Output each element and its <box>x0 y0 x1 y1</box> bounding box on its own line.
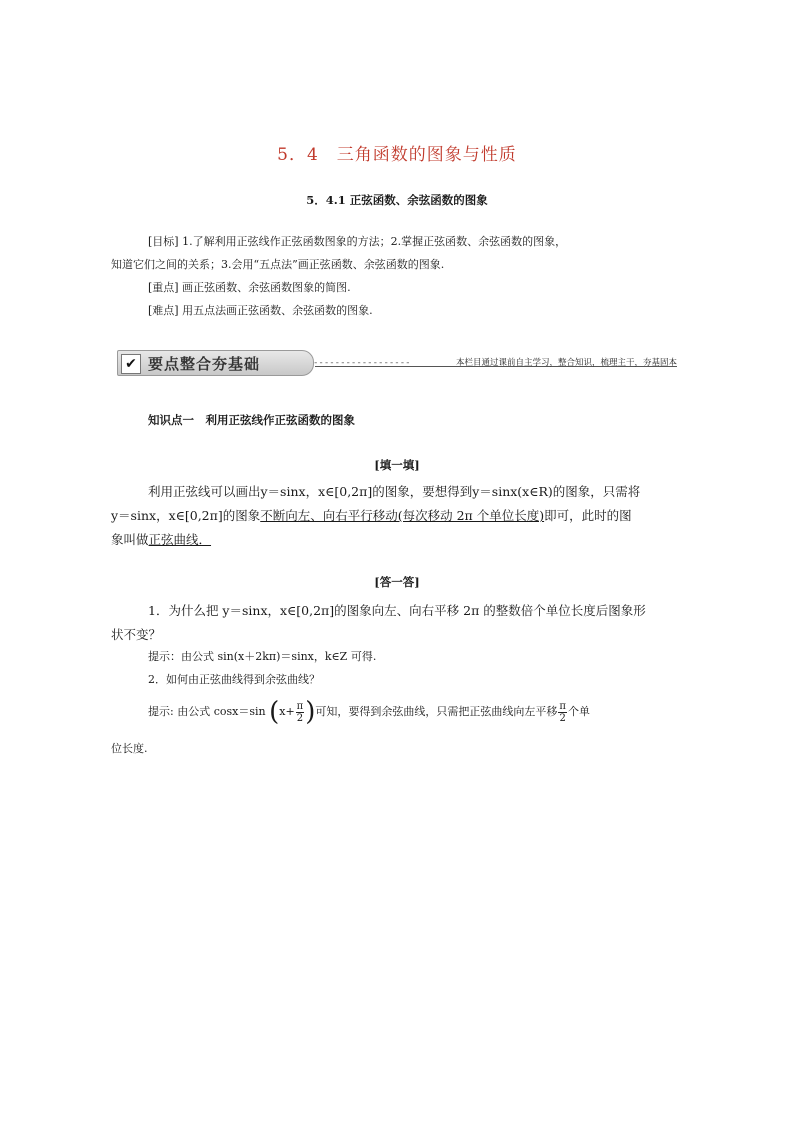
fraction-pi-over-2-b: $\frac{\pi}{2}$ <box>559 700 566 724</box>
formula-inner: x+ <box>279 705 295 718</box>
banner-dashes: ------------------ <box>313 358 411 368</box>
fill-answer-1: 不断向左、向右平行移动(每次移动 2π 个单位长度) <box>260 508 545 523</box>
left-paren: ( <box>269 697 280 727</box>
fill-answer-2: 正弦曲线． <box>148 532 212 547</box>
hint-text-1: 由公式 sin(x＋2kπ)＝sinx，k∈Z 可得. <box>181 650 377 663</box>
banner-title: 要点整合夯基础 <box>148 355 261 373</box>
goal-text-1: 1.了解利用正弦线作正弦函数图象的方法；2.掌握正弦函数、余弦函数的图象， <box>178 235 567 248</box>
fill-para-line-2 <box>111 506 632 524</box>
goal-line-1 <box>148 230 566 253</box>
qa-label: [答一答] <box>374 575 420 589</box>
section-banner <box>117 350 677 376</box>
question-1-line-2: 状不变？ <box>111 627 162 642</box>
fill-para-line-3 <box>111 530 211 548</box>
hint-text-mid: 可知，要得到余弦曲线，只需把正弦曲线向左平移 <box>315 705 558 718</box>
answer-2-line-2: 位长度. <box>111 742 148 755</box>
hint-label-2: 提示: <box>148 705 174 718</box>
check-icon: ✔ <box>121 354 141 374</box>
hard-label: [难点] <box>148 304 179 317</box>
key-label: [重点] <box>148 281 179 294</box>
right-paren: ) <box>305 697 316 727</box>
fill-in-label: [填一填] <box>374 458 420 472</box>
hint-label-1: 提示： <box>148 650 181 663</box>
fill-para-2b: 即可，此时的图 <box>544 508 632 523</box>
knowledge-point-heading: 知识点一 利用正弦线作正弦函数的图象 <box>148 413 355 427</box>
answer-2-line-1 <box>148 696 590 728</box>
fraction-pi-over-2: $\frac{\pi}{2}$ <box>296 700 304 724</box>
page-title: 5．4 三角函数的图象与性质 <box>277 145 517 165</box>
hint-text-post: 个单 <box>567 705 590 718</box>
hint-formula-pre: 由公式 cosx＝sin <box>173 705 266 718</box>
question-1-line-1: 1．为什么把 y＝sinx，x∈[0,2π]的图象向左、向右平移 2π 的整数倍个单位长度后图象形 <box>148 603 646 618</box>
answer-1 <box>148 645 376 668</box>
goal-line-2: 知道它们之间的关系；3.会用“五点法”画正弦函数、余弦函数的图象. <box>111 258 445 271</box>
fill-para-line-1: 利用正弦线可以画出y＝sinx，x∈[0,2π]的图象，要想得到y＝sinx(x∈R)的图象，只需将 <box>148 484 641 499</box>
fill-para-2a: y＝sinx，x∈[0,2π]的图象 <box>111 508 261 523</box>
question-2: 2．如何由正弦曲线得到余弦曲线？ <box>148 673 320 686</box>
hard-text: 用五点法画正弦函数、余弦函数的图象. <box>178 304 373 317</box>
goal-label: [目标] <box>148 235 179 248</box>
fill-para-3a: 象叫做 <box>111 532 149 547</box>
section-subtitle: 5．4.1 正弦函数、余弦函数的图象 <box>306 193 488 207</box>
key-point-line <box>148 276 351 299</box>
banner-label-box <box>117 350 314 376</box>
difficulty-line <box>148 299 373 322</box>
key-text: 画正弦函数、余弦函数图象的简图. <box>178 281 351 294</box>
banner-note: 本栏目通过课前自主学习，整合知识，梳理主干，夯基固本 <box>455 358 677 368</box>
